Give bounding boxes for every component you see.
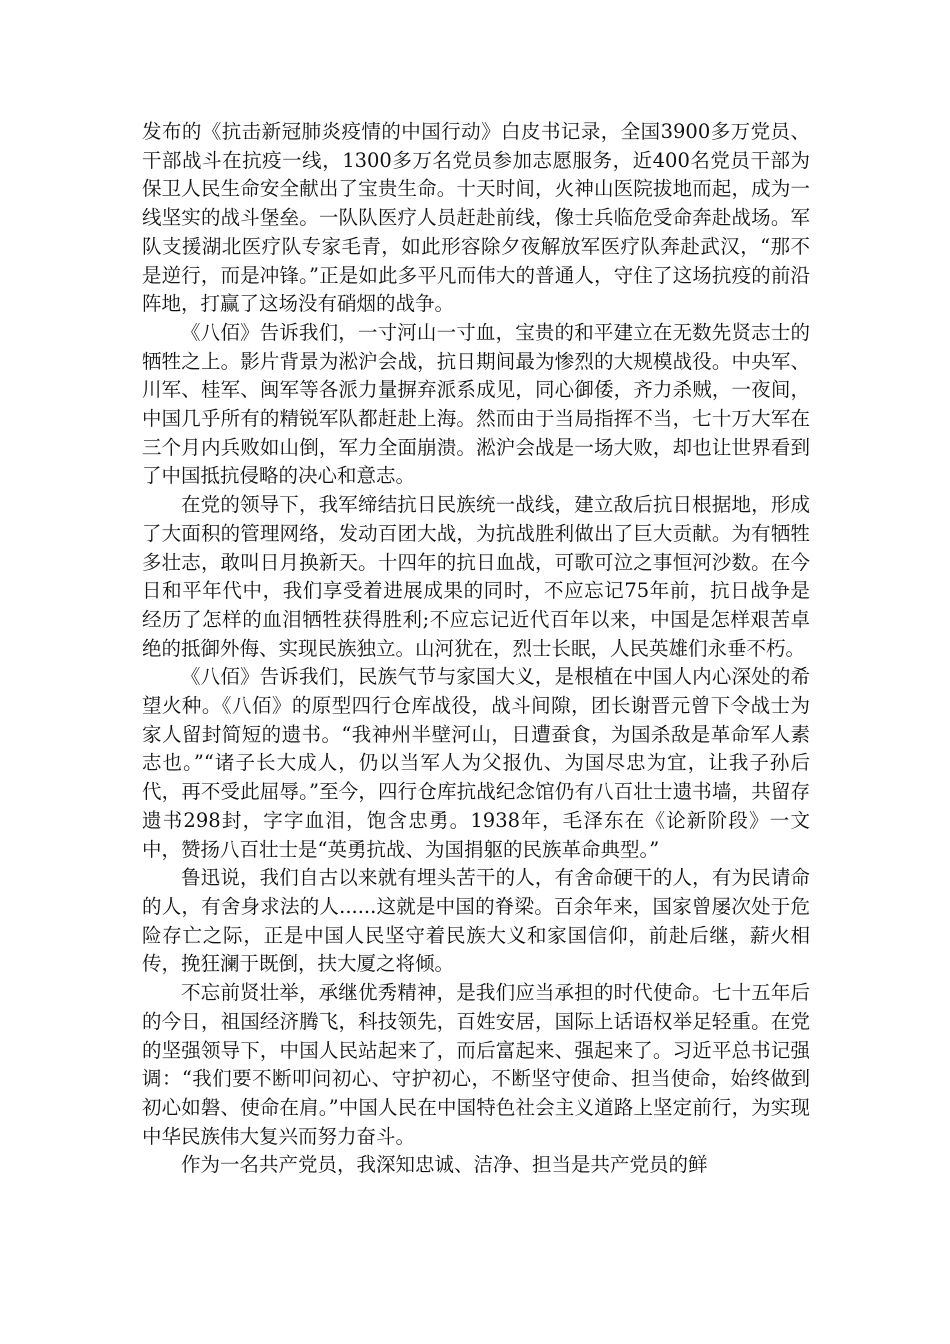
paragraph: 不忘前贤壮举，承继优秀精神，是我们应当承担的时代使命。七十五年后的今日，祖国经济腾飞，科技领先，百姓安居，国际上话语权举足轻重。在党的坚强领导下，中国人民站起来了，而后富起来、强起来了。习近平总书记强调：“我们要不断叩问初心、守护初心，不断坚守使命、担当使命，始终做到初心如磐、使命在肩。”中国人民在中国特色社会主义道路上坚定前行，为实现中华民族伟大复兴而努力奋斗。 [142, 981, 810, 1148]
paragraph: 《八佰》告诉我们，民族气节与家国大义，是根植在中国人内心深处的希望火种。《八佰》的原型四行仓库战役，战斗间隙，团长谢晋元曾下令战士为家人留封简短的遗书。“我神州半壁河山，日遭蚕食，为国杀敌是革命军人素志也。”“诸子长大成人，仍以当军人为父报仇、为国尽忠为宜，让我子孙后代，再不受此屈辱。”至今，四行仓库抗战纪念馆仍有八百壮士遗书墙，共留存遗书298封，字字血泪，饱含忠勇。1938年，毛泽东在《论新阶段》一文中，赞扬八百壮士是“英勇抗战、为国捐躯的民族革命典型。” [142, 665, 810, 861]
paragraph: 鲁迅说，我们自古以来就有埋头苦干的人，有舍命硬干的人，有为民请命的人，有舍身求法的人......这就是中国的脊梁。百余年来，国家曾屡次处于危险存亡之际，正是中国人民坚守着民族大义和家国信仰，前赴后继，薪火相传，挽狂澜于既倒，扶大厦之将倾。 [142, 866, 810, 976]
paragraph-continued: 发布的《抗击新冠肺炎疫情的中国行动》白皮书记录，全国3900多万党员、干部战斗在抗疫一线，1300多万名党员参加志愿服务，近400名党员干部为保卫人民生命安全献出了宝贵生命。十天时间，火神山医院拔地而起，成为一线坚实的战斗堡垒。一队队医疗人员赶赴前线，像士兵临危受命奔赴战场。军队支援湖北医疗队专家毛青，如此形容除夕夜解放军医疗队奔赴武汉，“那不是逆行，而是冲锋。”正是如此多平凡而伟大的普通人，守住了这场抗疫的前沿阵地，打赢了这场没有硝烟的战争。 [142, 120, 810, 316]
document-body [142, 118, 810, 1180]
paragraph: 《八佰》告诉我们，一寸河山一寸血，宝贵的和平建立在无数先贤志士的牺牲之上。影片背景为淞沪会战，抗日期间最为惨烈的大规模战役。中央军、川军、桂军、闽军等各派力量摒弃派系成见，同心御倭，齐力杀贼，一夜间，中国几乎所有的精锐军队都赶赴上海。然而由于当局指挥不当，七十万大军在三个月内兵败如山倒，军力全面崩溃。淞沪会战是一场大败，却也让世界看到了中国抵抗侵略的决心和意志。 [142, 320, 810, 488]
paragraph-truncated: 作为一名共产党员，我深知忠诚、洁净、担当是共产党员的鲜 [181, 1153, 708, 1177]
paragraph: 在党的领导下，我军缔结抗日民族统一战线，建立敌后抗日根据地，形成了大面积的管理网络，发动百团大战，为抗战胜利做出了巨大贡献。为有牺牲多壮志，敢叫日月换新天。十四年的抗日血战，可歌可泣之事恒河沙数。在今日和平年代中，我们享受着进展成果的同时，不应忘记75年前，抗日战争是经历了怎样的血泪牺牲获得胜利;不应忘记近代百年以来，中国是怎样艰苦卓绝的抵御外侮、实现民族独立。山河犹在，烈士长眠，人民英雄们永垂不朽。 [142, 493, 810, 660]
